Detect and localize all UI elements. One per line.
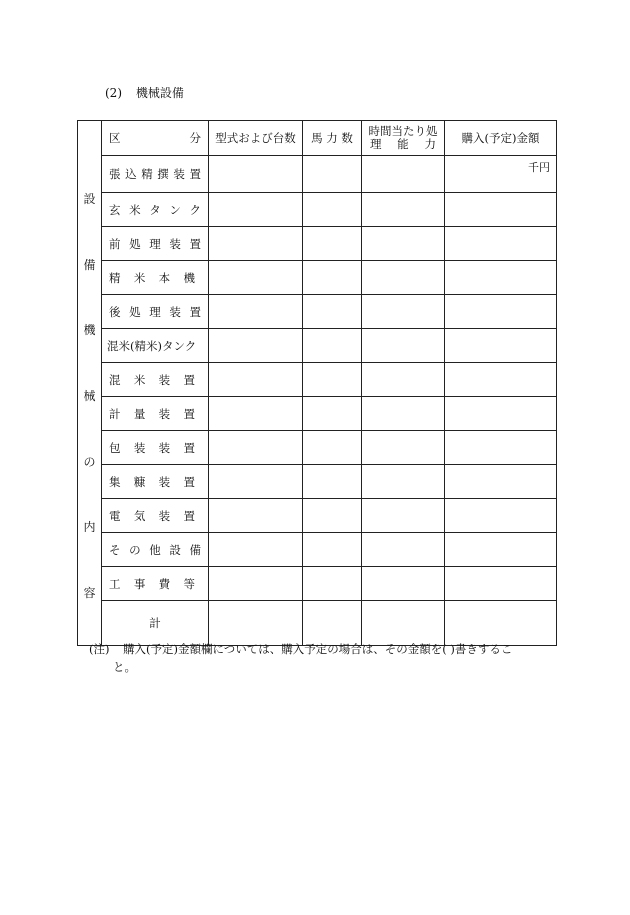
total-row <box>78 601 557 646</box>
row-label-char: 置 <box>183 474 195 489</box>
cell-amount[interactable] <box>445 295 557 329</box>
row-label-char: 置 <box>189 236 201 251</box>
row-label-char: 装 <box>169 304 181 319</box>
cell-capacity[interactable] <box>362 227 445 261</box>
header-capacity-char: 能 <box>397 137 409 151</box>
row-label <box>102 261 209 295</box>
cell-horsepower[interactable] <box>303 156 362 193</box>
row-label-char: ク <box>189 202 201 217</box>
cell-amount[interactable] <box>445 261 557 295</box>
row-label-char: 置 <box>183 508 195 523</box>
header-capacity <box>362 121 445 156</box>
section-heading <box>105 84 184 101</box>
side-label-char: の <box>83 454 96 469</box>
side-label-char: 機 <box>83 323 96 338</box>
row-label-char: 包 <box>109 440 121 455</box>
cell-amount[interactable] <box>445 465 557 499</box>
row-label-char: 米 <box>129 202 141 217</box>
header-capacity-line2 <box>362 138 444 151</box>
row-label-char: 精 <box>141 167 153 181</box>
cell-amount[interactable] <box>445 533 557 567</box>
cell-amount[interactable] <box>445 499 557 533</box>
header-category <box>102 121 209 156</box>
row-label-char: 撰 <box>157 167 169 181</box>
row-label <box>102 431 209 465</box>
row-label-char: 後 <box>109 304 121 319</box>
table-row <box>78 295 557 329</box>
row-label-char: 工 <box>109 576 121 591</box>
row-label-char: そ <box>109 542 121 557</box>
side-label-char: 械 <box>83 388 96 403</box>
row-label-char: 理 <box>149 236 161 251</box>
row-label-char: 設 <box>169 542 181 557</box>
row-label-char: 他 <box>149 542 161 557</box>
cell-horsepower[interactable] <box>303 363 362 397</box>
table-row <box>78 156 557 193</box>
row-label-char: 処 <box>129 304 141 319</box>
row-label-char: 費 <box>158 576 171 591</box>
footnote-line2: と。 <box>113 660 136 675</box>
cell-model[interactable] <box>209 533 303 567</box>
cell-amount[interactable] <box>445 567 557 601</box>
cell-horsepower[interactable] <box>303 227 362 261</box>
table-row <box>78 397 557 431</box>
cell-capacity[interactable] <box>362 499 445 533</box>
row-label-char: 理 <box>149 304 161 319</box>
row-label-char: の <box>129 542 141 557</box>
row-label-char: 集 <box>109 474 121 489</box>
row-label <box>102 567 209 601</box>
cell-amount[interactable] <box>445 329 557 363</box>
row-label-char: 処 <box>129 236 141 251</box>
row-label-char: 本 <box>158 270 171 285</box>
cell-capacity[interactable] <box>362 156 445 193</box>
cell-model[interactable] <box>209 431 303 465</box>
cell-capacity[interactable] <box>362 295 445 329</box>
table-row <box>78 363 557 397</box>
table-header-row <box>78 121 557 156</box>
row-label-char: 装 <box>158 406 171 421</box>
total-label: 計 <box>102 601 209 646</box>
row-label-char: 置 <box>189 304 201 319</box>
row-label-char: 気 <box>133 508 146 523</box>
row-label-char: 装 <box>169 236 181 251</box>
cell-capacity[interactable] <box>362 533 445 567</box>
row-label <box>102 329 209 363</box>
cell-amount[interactable] <box>445 397 557 431</box>
side-label-char: 内 <box>83 520 96 535</box>
side-label <box>78 121 102 646</box>
cell-model[interactable] <box>209 295 303 329</box>
cell-horsepower[interactable] <box>303 397 362 431</box>
row-label-char: 米 <box>133 270 146 285</box>
row-label-char: 量 <box>133 406 146 421</box>
cell-horsepower[interactable] <box>303 261 362 295</box>
row-label-char: 装 <box>158 508 171 523</box>
row-label-char: 置 <box>183 406 195 421</box>
row-label-char: 糠 <box>133 474 146 489</box>
table-row <box>78 533 557 567</box>
header-amount: 購入(予定)金額 <box>445 121 557 156</box>
cell-capacity[interactable] <box>362 193 445 227</box>
row-label <box>102 397 209 431</box>
cell-amount[interactable] <box>445 193 557 227</box>
cell-horsepower[interactable] <box>303 193 362 227</box>
row-label-char: 米 <box>133 372 146 387</box>
row-label-char: 前 <box>109 236 121 251</box>
footnote-mark: (注) <box>89 642 110 656</box>
row-label <box>102 227 209 261</box>
table-row <box>78 567 557 601</box>
row-label-char: ン <box>169 202 181 217</box>
equipment-table <box>77 120 557 646</box>
row-label-char: 装 <box>158 440 171 455</box>
row-label-char: 機 <box>183 270 195 285</box>
cell-horsepower[interactable] <box>303 499 362 533</box>
cell-model[interactable] <box>209 465 303 499</box>
row-label <box>102 295 209 329</box>
cell-horsepower[interactable] <box>303 465 362 499</box>
table-row <box>78 465 557 499</box>
row-label-char: 装 <box>158 474 171 489</box>
cell-model[interactable] <box>209 567 303 601</box>
table-row <box>78 499 557 533</box>
row-label <box>102 156 209 193</box>
cell-model[interactable] <box>209 261 303 295</box>
cell-model[interactable] <box>209 193 303 227</box>
cell-horsepower[interactable] <box>303 295 362 329</box>
row-label-char: 精 <box>109 270 121 285</box>
cell-capacity[interactable] <box>362 431 445 465</box>
cell-model[interactable] <box>209 329 303 363</box>
header-capacity-char: 理 <box>370 137 382 151</box>
cell-model[interactable] <box>209 397 303 431</box>
cell-horsepower[interactable] <box>303 567 362 601</box>
row-label-char: 装 <box>173 167 185 181</box>
cell-horsepower[interactable] <box>303 329 362 363</box>
row-label-char: 装 <box>158 372 171 387</box>
cell-amount[interactable] <box>445 431 557 465</box>
row-label-char: 混米(精米)タンク <box>107 338 197 353</box>
cell-horsepower[interactable] <box>303 431 362 465</box>
section-number: (2) <box>105 86 122 100</box>
table-row <box>78 227 557 261</box>
row-label-char: 張 <box>109 167 121 181</box>
cell-amount[interactable] <box>445 363 557 397</box>
cell-capacity[interactable] <box>362 567 445 601</box>
cell-capacity[interactable] <box>362 329 445 363</box>
row-label-char: 込 <box>125 167 137 181</box>
cell-amount[interactable] <box>445 227 557 261</box>
row-label-char: 混 <box>109 372 121 387</box>
header-capacity-char: 力 <box>424 137 436 151</box>
table-row <box>78 329 557 363</box>
total-cell-model[interactable] <box>209 601 303 646</box>
header-category-right: 分 <box>189 131 201 145</box>
cell-model[interactable] <box>209 499 303 533</box>
side-label-char: 設 <box>83 191 96 206</box>
side-label-char: 容 <box>83 586 96 601</box>
row-label-char: 装 <box>133 440 146 455</box>
cell-capacity[interactable] <box>362 465 445 499</box>
table-row <box>78 431 557 465</box>
cell-capacity[interactable] <box>362 363 445 397</box>
header-capacity-line1: 時間当たり処 <box>368 123 438 138</box>
unit-label: 千円 <box>528 161 550 174</box>
row-label-char: 等 <box>183 576 195 591</box>
cell-capacity[interactable] <box>362 261 445 295</box>
cell-model[interactable] <box>209 156 303 193</box>
row-label-char: 計 <box>109 406 121 421</box>
cell-capacity[interactable] <box>362 397 445 431</box>
cell-amount[interactable] <box>445 156 557 193</box>
row-label-char: 備 <box>189 542 201 557</box>
row-label-char: 事 <box>133 576 146 591</box>
table-row <box>78 261 557 295</box>
side-label-char: 備 <box>83 257 96 272</box>
cell-model[interactable] <box>209 227 303 261</box>
row-label <box>102 499 209 533</box>
header-model: 型式および台数 <box>209 121 303 156</box>
header-category-left: 区 <box>109 131 121 145</box>
row-label-char: 置 <box>189 167 201 181</box>
row-label-char: タ <box>149 202 161 217</box>
total-cell-amount[interactable] <box>445 601 557 646</box>
row-label <box>102 363 209 397</box>
header-horsepower: 馬 力 数 <box>303 121 362 156</box>
row-label-char: 置 <box>183 440 195 455</box>
footnote-line1: 購入(予定)金額欄については、購入予定の場合は、その金額を( )書きするこ <box>123 642 513 656</box>
row-label-char: 置 <box>183 372 195 387</box>
total-cell-horsepower[interactable] <box>303 601 362 646</box>
row-label <box>102 533 209 567</box>
total-cell-capacity[interactable] <box>362 601 445 646</box>
table-row <box>78 193 557 227</box>
cell-horsepower[interactable] <box>303 533 362 567</box>
row-label-char: 玄 <box>109 202 121 217</box>
row-label <box>102 465 209 499</box>
footnote <box>89 640 559 677</box>
row-label <box>102 193 209 227</box>
row-label-char: 電 <box>109 508 121 523</box>
cell-model[interactable] <box>209 363 303 397</box>
section-title: 機械設備 <box>135 86 184 100</box>
